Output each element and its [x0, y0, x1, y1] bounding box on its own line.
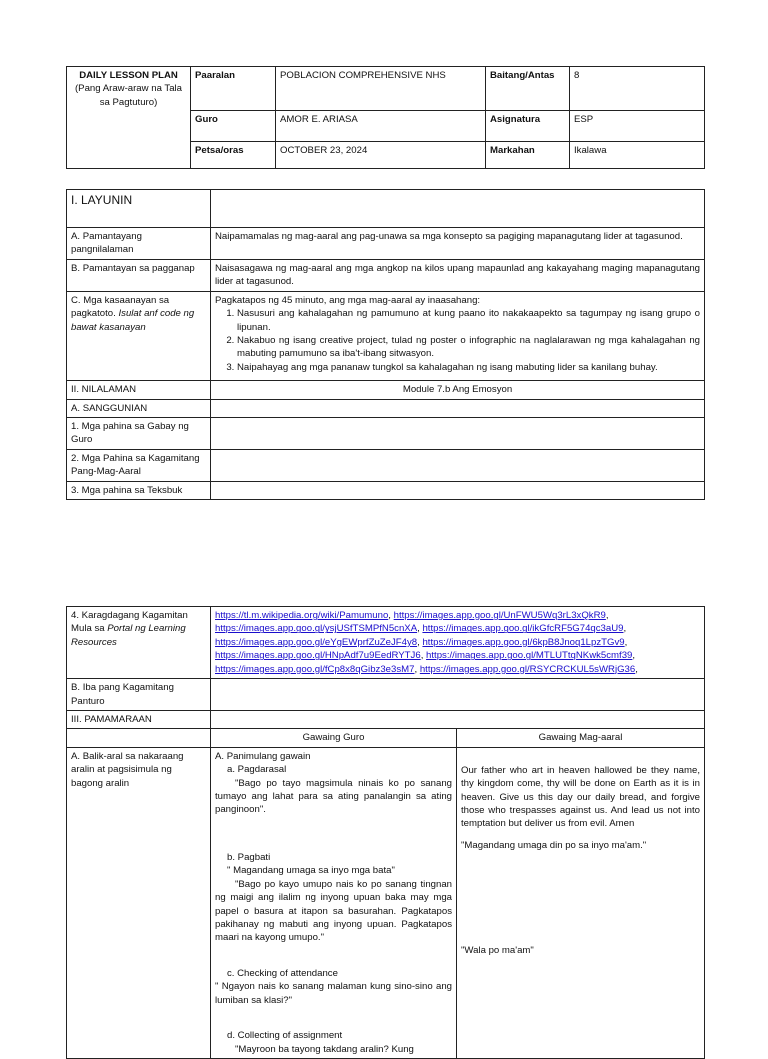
kasanayan-label: C. Mga kasaanayan sa pagkatoto. — [71, 294, 170, 320]
kasanayan-list — [215, 307, 700, 374]
kagamitan-empty — [211, 449, 705, 481]
layunin-heading: I. LAYUNIN — [67, 190, 211, 228]
gabay-label: 1. Mga pahina sa Gabay ng Guro — [67, 418, 211, 450]
resources-label-cell — [67, 607, 211, 679]
resource-link[interactable]: https://images.app.goo.gl/HNpAdf7u9EedRYTJ6 — [215, 650, 421, 662]
gawaing-magaaral-cell — [457, 747, 705, 1058]
kasanayan-label-note: Isulat anf code ng bawat kasanayan — [71, 308, 195, 333]
balik-aral-label: A. Balik-aral sa nakaraang aralin at pagsisimula ng bagong aralin — [67, 747, 211, 1058]
resource-link[interactable]: https://images.app.goo.gl/6kpB8Jnoq1LpzTGv9 — [422, 636, 625, 648]
col-gawaing-magaaral: Gawaing Mag-aaral — [457, 729, 705, 747]
paaralan-value: POBLACION COMPREHENSIVE NHS — [276, 67, 486, 111]
pagbati-quote-2: "Bago po kayo umupo nais ko po sanang tingnan ng maigi ang ilalim ng inyong upuan baka may mga papel o basura at itapon sa basurahan. Pagkatapos pakihanay ng mabuti ang inyong upuan. Pagkatapos maari na kayong umupo." — [215, 878, 452, 944]
prayer-text: Our father who art in heaven hallowed be they name, thy kingdom come, thy will be done on Earth as it is in heaven. Give us this day our daily bread, and forgive those who trespasses against us. And lead us not into temptation but deliver us from evil. Amen — [461, 764, 700, 830]
petsa-label: Petsa/oras — [191, 142, 276, 169]
list-item: 1. Nasusuri ang kahalagahan ng pamumuno at kung paano ito nakakaapekto sa tagumpay ng isang grupo o lipunan. — [237, 307, 700, 334]
col-gawaing-guro: Gawaing Guro — [211, 729, 457, 747]
assignment-heading: d. Collecting of assignment — [227, 1030, 343, 1042]
lesson-plan-title: DAILY LESSON PLAN — [79, 70, 178, 81]
panimula-heading: A. Panimulang gawain — [215, 750, 311, 762]
resources-label-italic: Portal ng Learning Resources — [71, 623, 186, 648]
pagganap-label: B. Pamantayan sa pagganap — [67, 259, 211, 291]
assignment-quote: "Mayroon ba tayong takdang aralin? Kung — [235, 1043, 414, 1055]
attendance-answer: "Wala po ma'am" — [461, 945, 534, 957]
pagbati-answer: "Magandang umaga din po sa inyo ma'am." — [461, 839, 647, 851]
kasanayan-intro: Pagkatapos ng 45 minuto, ang mga mag-aaral ay inaasahang: — [215, 294, 481, 306]
pagbati-heading: b. Pagbati — [227, 851, 271, 863]
petsa-value: OCTOBER 23, 2024 — [276, 142, 486, 169]
resource-link[interactable]: https://images.app.goo.gl/RSYCRCKUL5sWRjG36 — [419, 663, 636, 675]
list-item: 2. Nakabuo ng isang creative project, tulad ng poster o infographic na naglalarawan ng mga kahalagahan ng mabuting pamumuno sa iba't-ibang sitwasyon. — [237, 334, 700, 361]
markahan-value: Ikalawa — [570, 142, 705, 169]
lesson-plan-title-cell — [67, 67, 191, 169]
objectives-table — [66, 189, 705, 500]
resource-link[interactable]: https://images.app.goo.gl/UnFWU5Wq3rL3xQkR9 — [393, 610, 606, 621]
attendance-heading: c. Checking of attendance — [227, 967, 338, 979]
header-table — [66, 66, 705, 169]
baitang-value: 8 — [570, 67, 705, 111]
kasanayan-cell — [211, 291, 705, 381]
column-empty — [67, 729, 211, 747]
module-title: Module 7.b Ang Emosyon — [211, 381, 705, 399]
resources-links-cell: https://tl.m.wikipedia.org/wiki/Pamumuno, https://images.app.goo.gl/UnFWU5Wq3rL3xQkR9, https://images.app.goo.gl/ysjUSfTSMPfN5cnXA, https://images.app.goo.gl/ikGfcRF5G74qc3aU9, https://images.app.goo.gl/eYgEWprfZuZeJF4y8, https://images.app.goo.gl/6kpB8Jnoq1LpzTGv9, https://images.app.goo.gl/HNpAdf7u9EedRYTJ6, https://images.app.goo.gl/MTLUTtqNKwk5cmf39, https://images.app.goo.gl/fCp8x8qGibz3e3sM7, https://images.app.goo.gl/RSYCRCKUL5sWRjG36, — [211, 607, 705, 679]
sanggunian-label: A. SANGGUNIAN — [67, 399, 211, 417]
procedure-table — [66, 606, 705, 1059]
asignatura-value: ESP — [570, 111, 705, 142]
resources-label: 4. Karagdagang Kagamitan Mula sa — [71, 610, 188, 635]
resource-link[interactable]: https://images.app.goo.gl/MTLUTtqNKwk5cmf39 — [426, 650, 633, 662]
resource-link[interactable]: https://tl.m.wikipedia.org/wiki/Pamumuno — [215, 610, 389, 621]
teksbuk-label: 3. Mga pahina sa Teksbuk — [67, 481, 211, 499]
kasanayan-label-cell — [67, 291, 211, 381]
layunin-empty — [211, 190, 705, 228]
list-item: 3. Naipahayag ang mga pananaw tungkol sa kahalagahan ng isang mabuting lider sa kanilang buhay. — [237, 361, 700, 374]
gawaing-guro-cell — [211, 747, 457, 1058]
pagdarasal-quote: "Bago po tayo magsimula ninais ko po sanang tumayo ang lahat para sa ating panalangin sa ating panginoon". — [215, 777, 452, 816]
pamantayang-text: Naipamamalas ng mag-aaral ang pag-unawa sa mga konsepto sa pagiging mapanagutang lider at tagasunod. — [211, 228, 705, 260]
attendance-quote: " Ngayon nais ko sanang malaman kung sino-sino ang lumiban sa klasi?" — [215, 981, 452, 1006]
asignatura-label: Asignatura — [486, 111, 570, 142]
resource-link[interactable]: https://images.app.goo.gl/ikGfcRF5G74qc3aU9 — [422, 623, 624, 635]
kagamitan-label: 2. Mga Pahina sa Kagamitang Pang-Mag-Aaral — [67, 449, 211, 481]
guro-label: Guro — [191, 111, 276, 142]
lesson-plan-subtitle: (Pang Araw-araw na Tala sa Pagtuturo) — [74, 83, 182, 108]
resource-link[interactable]: https://images.app.goo.gl/ysjUSfTSMPfN5cnXA — [215, 623, 418, 635]
sanggunian-empty — [211, 399, 705, 417]
iba-empty — [211, 679, 705, 711]
pagbati-quote-1: " Magandang umaga sa inyo mga bata" — [227, 865, 395, 877]
paaralan-label: Paaralan — [191, 67, 276, 111]
guro-value: AMOR E. ARIASA — [276, 111, 486, 142]
nilalaman-label: II. NILALAMAN — [67, 381, 211, 399]
baitang-label: Baitang/Antas — [486, 67, 570, 111]
markahan-label: Markahan — [486, 142, 570, 169]
pagganap-text: Naisasagawa ng mag-aaral ang mga angkop na kilos upang mapaunlad ang kakayahang maging mapanagutang lider at tagasunod. — [211, 259, 705, 291]
teksbuk-empty — [211, 481, 705, 499]
gabay-empty — [211, 418, 705, 450]
resource-link[interactable]: https://images.app.goo.gl/eYgEWprfZuZeJF4y8 — [215, 636, 418, 648]
pagdarasal-heading: a. Pagdarasal — [227, 764, 287, 776]
iba-label: B. Iba pang Kagamitang Panturo — [67, 679, 211, 711]
pamamaraan-empty — [211, 710, 705, 728]
pamantayang-label: A. Pamantayang pangnilalaman — [67, 228, 211, 260]
resource-link[interactable]: https://images.app.goo.gl/fCp8x8qGibz3e3sM7 — [215, 663, 415, 675]
pamamaraan-label: III. PAMAMARAAN — [67, 710, 211, 728]
